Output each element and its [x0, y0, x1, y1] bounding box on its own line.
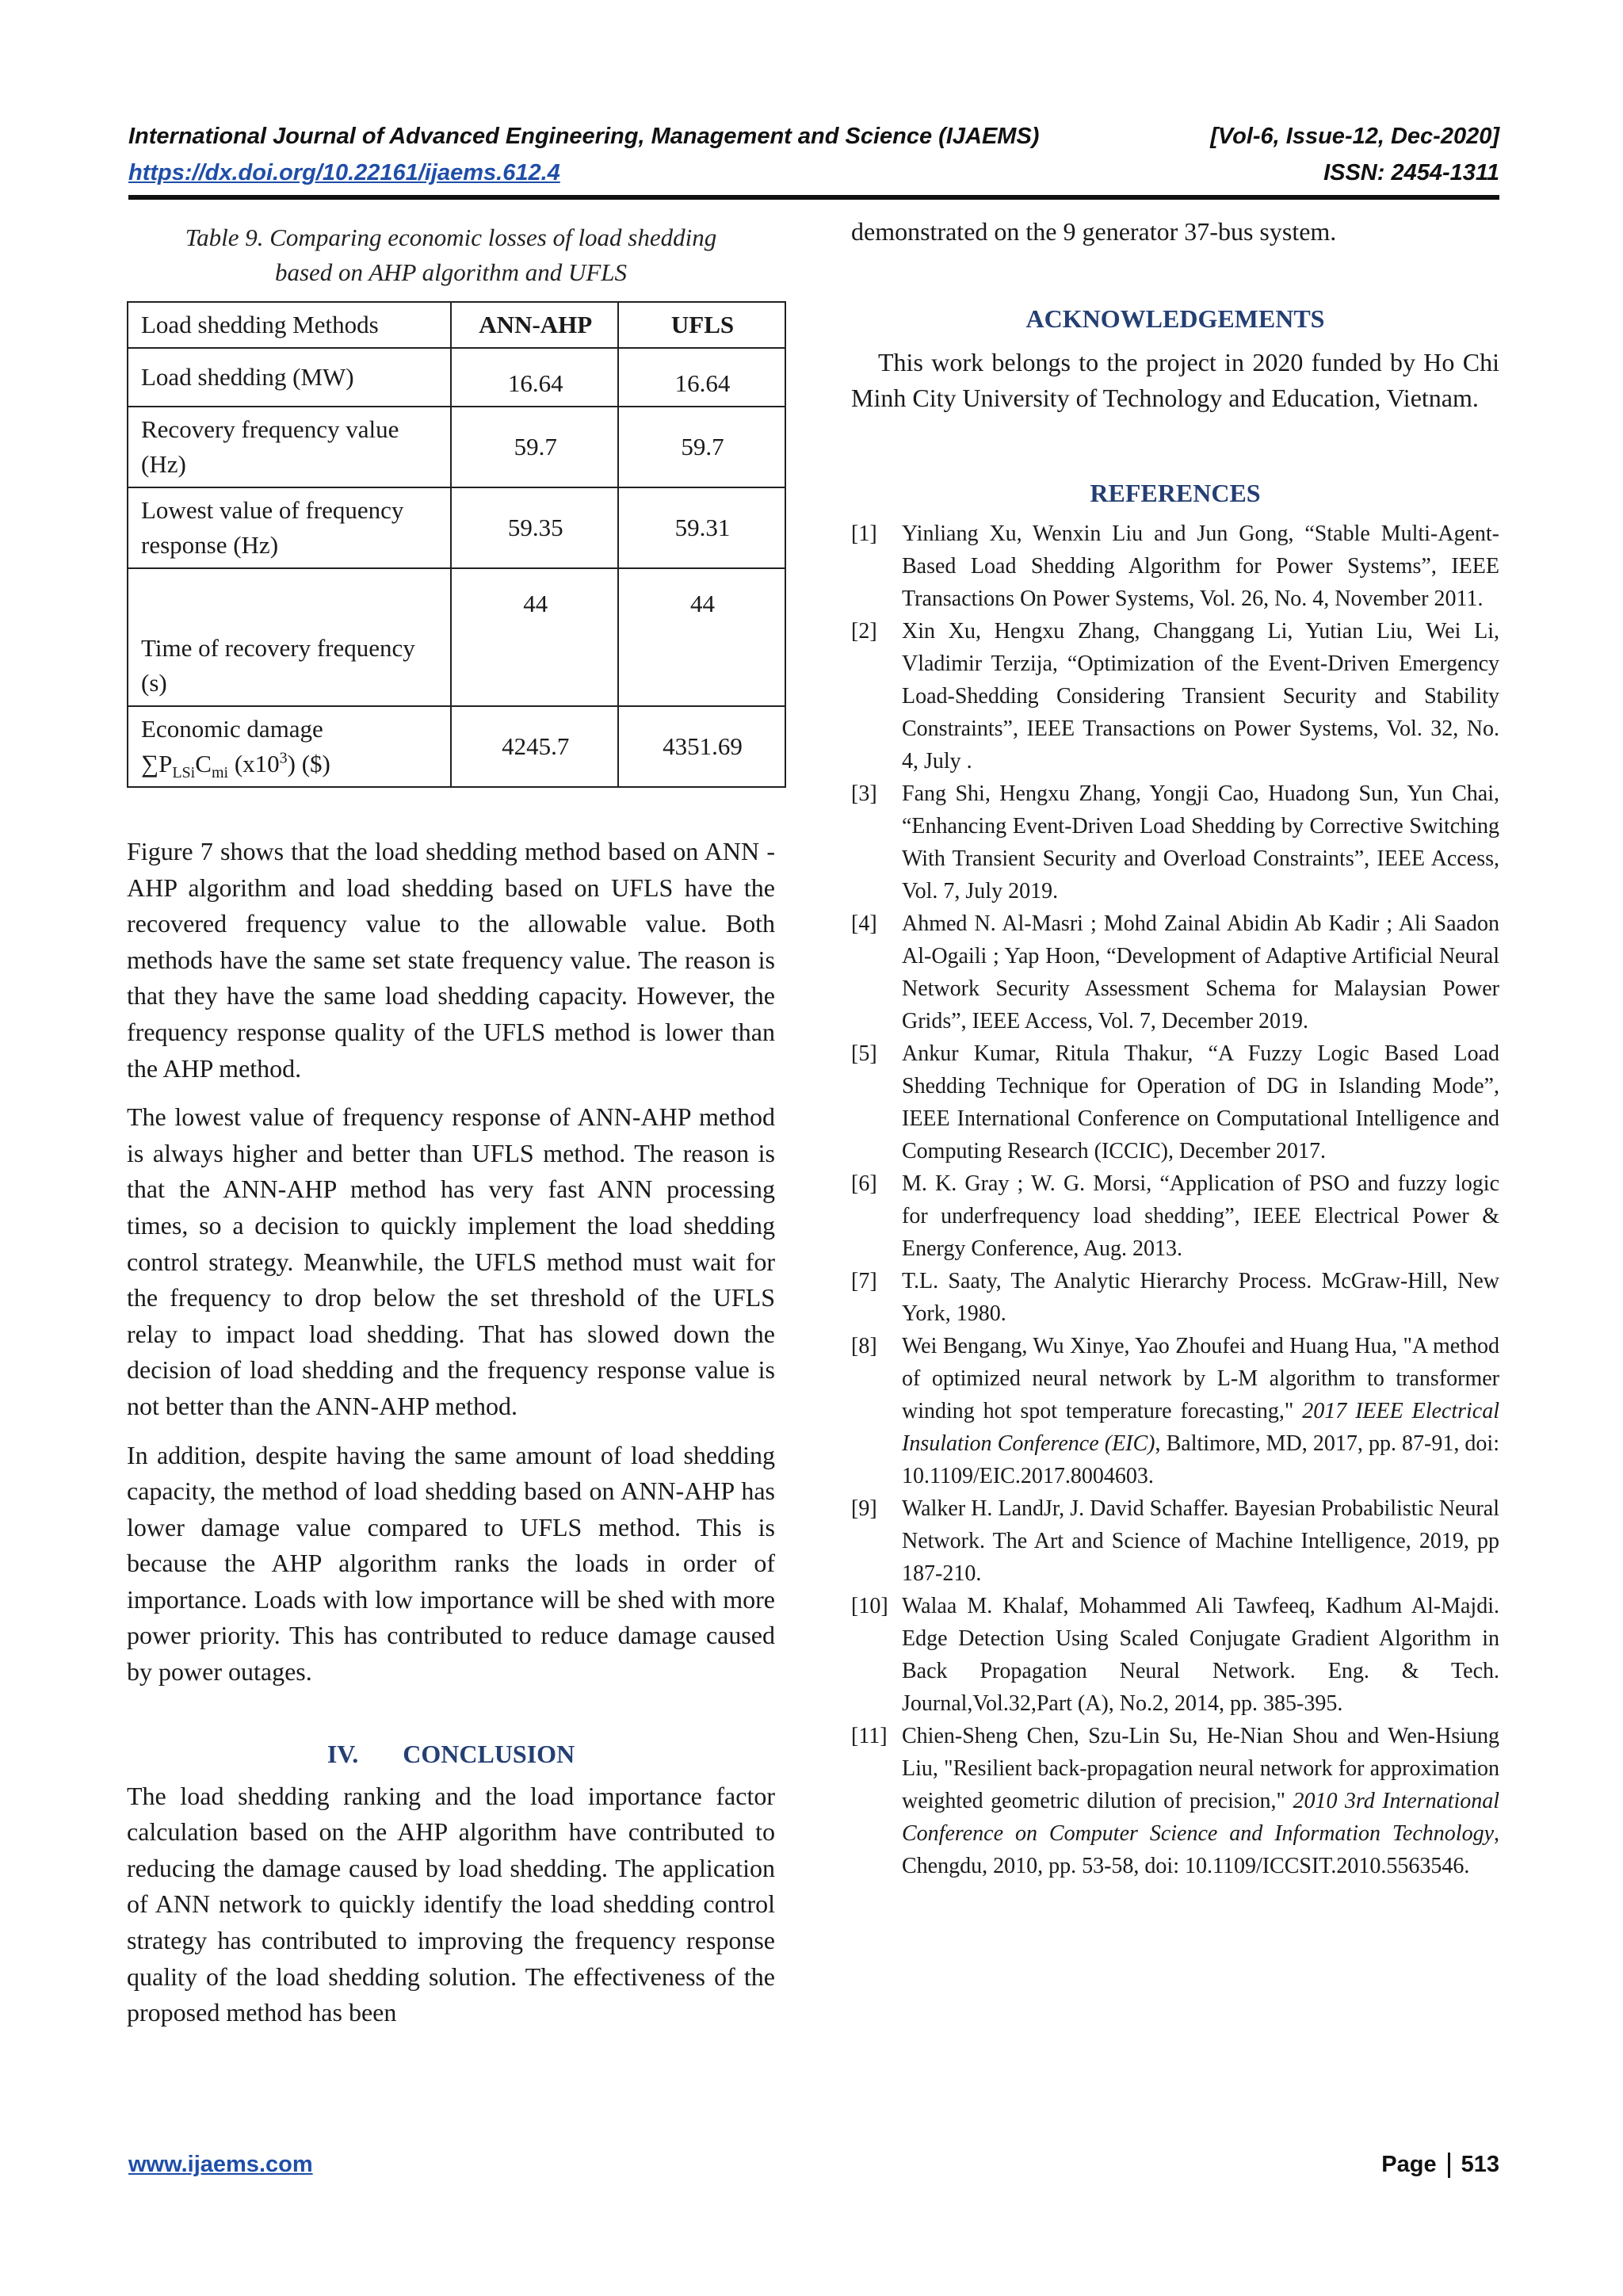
conclusion-continued: demonstrated on the 9 generator 37-bus system. [851, 217, 1337, 246]
ufls-value: 4351.69 [618, 706, 785, 787]
reference-text: Fang Shi, Hengxu Zhang, Yongji Cao, Huadong Sun, Yun Chai, “Enhancing Event-Driven Load Shedding by Corrective Switching With Transient Security and Overload Constraints”, IEEE Access, Vol. 7, July 2019. [902, 781, 1499, 904]
row-label: Lowest value of frequency response (Hz) [128, 487, 451, 568]
reference-item [851, 1265, 1499, 1330]
section-title: CONCLUSION [403, 1739, 575, 1768]
table-caption-line2: based on AHP algorithm and UFLS [274, 258, 628, 286]
header-row-journal [128, 117, 1499, 155]
reference-text: Walaa M. Khalaf, Mohammed Ali Tawfeeq, Kadhum Al-Majdi. Edge Detection Using Scaled Conjugate Gradient Algorithm in Back Propagation Neural Network. Eng. & Tech. Journal,Vol.32,Part (A), No.2, 2014, pp. 385-395. [902, 1593, 1499, 1716]
ann-ahp-value: 59.35 [451, 487, 618, 568]
reference-number: [11] [851, 1723, 888, 1748]
reference-text: Xin Xu, Hengxu Zhang, Changgang Li, Yutian Liu, Wei Li, Vladimir Terzija, “Optimization of the Event-Driven Emergency Load-Shedding Considering Transient Security and Stability Constraints”, IEEE Transactions on Power Systems, Vol. 32, No. 4, July . [902, 618, 1499, 774]
table-header-cell: Load shedding Methods [128, 302, 451, 348]
formula-sup: 3 [279, 749, 288, 767]
reference-item [851, 615, 1499, 777]
ufls-value: 59.31 [618, 487, 785, 568]
reference-text: Chien-Sheng Chen, Szu-Lin Su, He-Nian Shou and Wen-Hsiung Liu, "Resilient back-propagation neural network for approximation weighted geometric dilution of precision," [902, 1723, 1499, 1813]
formula-sum: ∑P [141, 750, 173, 777]
ufls-value: 59.7 [618, 407, 785, 487]
table-header-row [128, 302, 785, 348]
website-link[interactable]: www.ijaems.com [128, 2152, 313, 2177]
page-header [128, 117, 1499, 201]
acknowledgements-heading: ACKNOWLEDGEMENTS [1025, 304, 1325, 333]
references-heading: REFERENCES [1090, 478, 1261, 507]
ann-ahp-value: 59.7 [451, 407, 618, 487]
page-number-block [1381, 2145, 1499, 2184]
row-label: Time of recovery frequency (s) [128, 568, 451, 706]
formula-c: C [195, 750, 212, 777]
ann-ahp-value: 4245.7 [451, 706, 618, 787]
reference-text: Yinliang Xu, Wenxin Liu and Jun Gong, “Stable Multi-Agent-Based Load Shedding Algorithm for Power Systems”, IEEE Transactions On Power Systems, Vol. 26, No. 4, November 2011. [902, 521, 1499, 611]
ufls-value: 44 [618, 568, 785, 706]
table-caption [127, 220, 775, 290]
reference-item [851, 1720, 1499, 1882]
row-label: Recovery frequency value (Hz) [128, 407, 451, 487]
formula-x: (x10 [234, 750, 280, 777]
right-column [851, 217, 1499, 1882]
reference-text-tail: , Chengdu, 2010, pp. 53-58, doi: 10.1109/ICCSIT.2010.5563546. [902, 1820, 1499, 1878]
reference-text: T.L. Saaty, The Analytic Hierarchy Process. McGraw-Hill, New York, 1980. [902, 1268, 1499, 1326]
table-row [128, 407, 785, 487]
left-column [127, 220, 775, 2044]
reference-number: [6] [851, 1171, 877, 1196]
conclusion-paragraph: The load shedding ranking and the load importance factor calculation based on the AHP algorithm have contributed to reducing the damage caused by load shedding. The application of ANN network to quickly identify the load shedding control strategy has contributed to improving the frequency response quality of the load shedding solution. The effectiveness of the proposed method has been [127, 1781, 775, 2027]
issn: ISSN: 2454-1311 [1323, 160, 1499, 185]
reference-number: [7] [851, 1268, 877, 1293]
reference-item [851, 907, 1499, 1037]
page-footer [128, 2145, 1499, 2184]
economic-label: Economic damage [141, 715, 323, 743]
reference-number: [2] [851, 618, 877, 644]
page-number: 513 [1461, 2152, 1499, 2177]
table-row [128, 348, 785, 407]
row-label-economic [128, 706, 451, 787]
reference-text: Walker H. LandJr, J. David Schaffer. Bayesian Probabilistic Neural Network. The Art and Science of Machine Intelligence, 2019, pp 187-210. [902, 1496, 1499, 1586]
economic-formula [141, 749, 330, 782]
table-caption-line1: Table 9. Comparing economic losses of load shedding [185, 223, 717, 251]
section-number: IV. [327, 1739, 359, 1768]
doi-link[interactable]: https://dx.doi.org/10.22161/ijaems.612.4 [128, 160, 560, 185]
reference-number: [10] [851, 1593, 888, 1618]
ann-ahp-value: 16.64 [451, 348, 618, 407]
page-separator [1448, 2153, 1450, 2178]
reference-item [851, 518, 1499, 615]
ufls-value: 16.64 [618, 348, 785, 407]
table-row [128, 706, 785, 787]
table-row [128, 568, 785, 706]
reference-number: [4] [851, 911, 877, 936]
row-label: Load shedding (MW) [128, 348, 451, 407]
table-header-cell: ANN-AHP [451, 302, 618, 348]
table-row [128, 487, 785, 568]
reference-number: [1] [851, 521, 877, 546]
reference-item [851, 1492, 1499, 1590]
header-rule [128, 195, 1499, 200]
references-list [851, 518, 1499, 1882]
reference-number: [3] [851, 781, 877, 806]
formula-sub-mi: mi [211, 764, 229, 782]
volume-issue: [Vol-6, Issue-12, Dec-2020] [1210, 124, 1499, 149]
reference-text-tail: , Baltimore, MD, 2017, pp. 87-91, doi: 10.1109/EIC.2017.8004603. [902, 1431, 1499, 1488]
comparison-table [127, 301, 786, 788]
reference-item [851, 1330, 1499, 1492]
body-paragraph: The lowest value of frequency response of ANN-AHP method is always higher and better than UFLS method. The reason is that the ANN-AHP method has very fast ANN processing times, so a decision to quickly implement the load shedding control strategy. Meanwhile, the UFLS method must wait for the frequency to drop below the set threshold of the UFLS relay to impact load shedding. That has slowed down the decision of load shedding and the frequency response value is not better than the ANN-AHP method. [127, 1102, 775, 1420]
reference-text: Ahmed N. Al-Masri ; Mohd Zainal Abidin Ab Kadir ; Ali Saadon Al-Ogaili ; Yap Hoon, “Development of Adaptive Artificial Neural Network Security Assessment Schema for Malaysian Power Grids”, IEEE Access, Vol. 7, December 2019. [902, 911, 1499, 1033]
reference-number: [9] [851, 1496, 877, 1521]
ann-ahp-value: 44 [451, 568, 618, 706]
conclusion-heading [127, 1740, 775, 1769]
reference-text: Wei Bengang, Wu Xinye, Yao Zhoufei and Huang Hua, "A method of optimized neural network by L-M algorithm to transformer winding hot spot temperature forecasting," [902, 1333, 1499, 1423]
formula-sub-lsi: LSi [172, 764, 196, 782]
header-row-doi [128, 154, 1499, 192]
acknowledgements-text: This work belongs to the project in 2020 funded by Ho Chi Minh City University of Technology and Education, Vietnam. [851, 347, 1499, 413]
reference-text: M. K. Gray ; W. G. Morsi, “Application of PSO and fuzzy logic for underfrequency load shedding”, IEEE Electrical Power & Energy Conference, Aug. 2013. [902, 1171, 1499, 1261]
body-paragraph: Figure 7 shows that the load shedding method based on ANN - AHP algorithm and load shedding based on UFLS have the recovered frequency value to the allowable value. Both methods have the same set state frequency value. The reason is that they have the same load shedding capacity. However, the frequency response quality of the UFLS method is lower than the AHP method. [127, 837, 775, 1083]
reference-venue: 2010 3rd International Conference on Computer Science and Information Technology [902, 1788, 1499, 1846]
reference-number: [8] [851, 1333, 877, 1358]
formula-tail: ) ($) [287, 750, 330, 777]
reference-venue: 2017 IEEE Electrical Insulation Conference (EIC) [902, 1398, 1499, 1456]
page-label: Page [1381, 2152, 1437, 2177]
table-header-cell: UFLS [618, 302, 785, 348]
body-paragraph: In addition, despite having the same amount of load shedding capacity, the method of load shedding based on ANN-AHP has lower damage value compared to UFLS method. This is because the AHP algorithm ranks the loads in order of importance. Loads with low importance will be shed with more power priority. This has contributed to reduce damage caused by power outages. [127, 1440, 775, 1687]
reference-item [851, 777, 1499, 907]
journal-title: International Journal of Advanced Engineering, Management and Science (IJAEMS) [128, 124, 1040, 149]
reference-item [851, 1037, 1499, 1167]
reference-item [851, 1590, 1499, 1720]
reference-item [851, 1167, 1499, 1265]
reference-text: Ankur Kumar, Ritula Thakur, “A Fuzzy Logic Based Load Shedding Technique for Operation of DG in Islanding Mode”, IEEE International Conference on Computational Intelligence and Computing Research (ICCIC), December 2017. [902, 1041, 1499, 1163]
reference-number: [5] [851, 1041, 877, 1066]
